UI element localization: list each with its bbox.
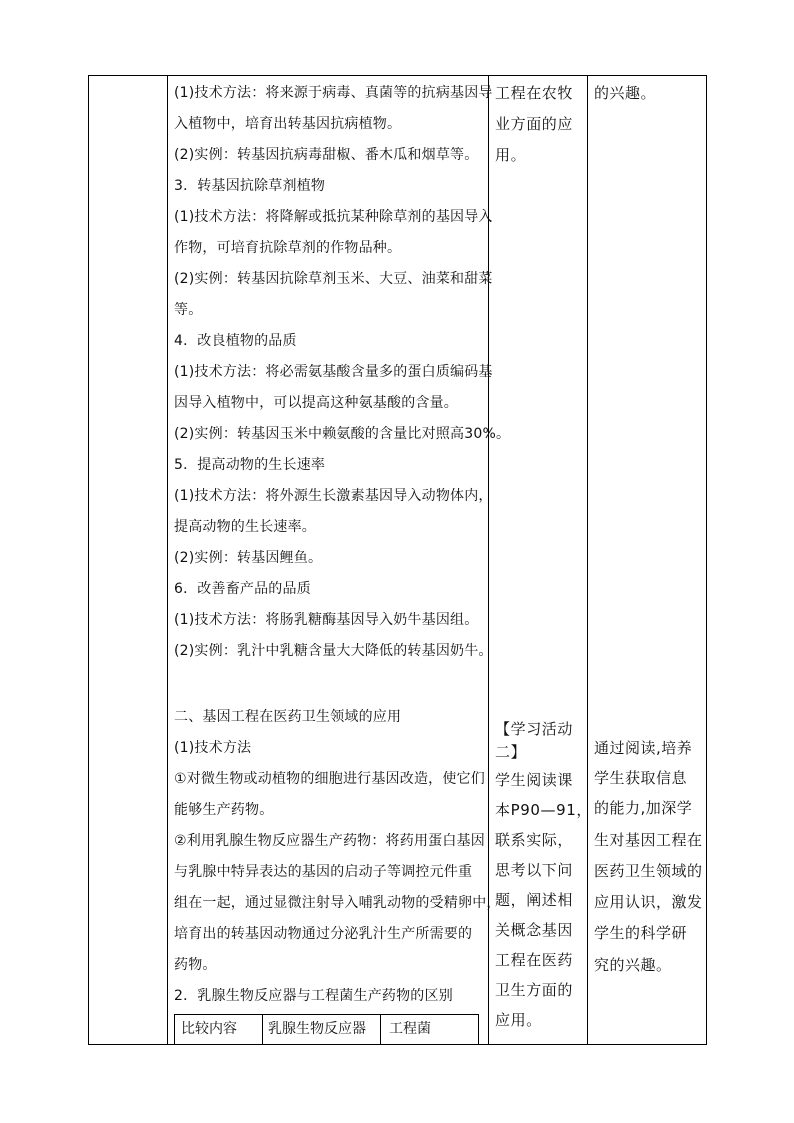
- activity-line: 工程在农牧: [495, 84, 574, 102]
- activity-line: 【学习活动: [495, 720, 574, 738]
- activity-line: 业方面的应: [495, 115, 574, 133]
- content-line: (2)实例：转基因抗病毒甜椒、番木瓜和烟草等。: [174, 147, 479, 163]
- intent-line: 的兴趣。: [594, 84, 657, 102]
- content-line: (1)技术方法：将降解或抵抗某种除草剂的基因导入: [174, 209, 493, 225]
- content-line: 能够生产药物。: [174, 802, 274, 818]
- intent-line: 的能力,加深学: [594, 799, 693, 817]
- activity-line: 题，阐述相: [495, 891, 574, 909]
- intent-line: 应用认识，激发: [594, 893, 703, 911]
- activity-line: 工程在医药: [495, 951, 574, 969]
- content-line: (2)实例：转基因抗除草剂玉米、大豆、油菜和甜菜: [174, 271, 493, 287]
- comparison-header-bacteria: 工程菌: [389, 1021, 431, 1037]
- content-line: 入植物中，培育出转基因抗病植物。: [174, 116, 402, 132]
- content-line: 4．改良植物的品质: [174, 333, 297, 349]
- intent-line: 学生的科学研: [594, 924, 688, 942]
- activity-line: 二】: [495, 743, 527, 761]
- content-line: ①对微生物或动植物的细胞进行基因改造，使它们: [174, 771, 485, 787]
- table-top-border: [88, 75, 707, 76]
- table-left-border: [88, 75, 89, 1045]
- content-line: 2．乳腺生物反应器与工程菌生产药物的区别: [174, 988, 453, 1004]
- intent-line: 究的兴趣。: [594, 956, 672, 974]
- content-line: 培育出的转基因动物通过分泌乳汁生产所需要的: [174, 926, 473, 942]
- intent-line: 医药卫生领域的: [594, 862, 703, 880]
- activity-line: 用。: [495, 146, 527, 164]
- table-right-border: [706, 75, 707, 1045]
- intent-line: 生对基因工程在: [594, 831, 703, 849]
- comparison-header-mammary: 乳腺生物反应器: [268, 1021, 366, 1037]
- content-line: (1)技术方法：将外源生长激素基因导入动物体内，: [174, 488, 493, 504]
- content-line: (1)技术方法：将来源于病毒、真菌等的抗病基因导: [174, 85, 493, 101]
- content-line: (2)实例：乳汁中乳糖含量大大降低的转基因奶牛。: [174, 643, 493, 659]
- activity-line: 联系实际，: [495, 831, 574, 849]
- content-line: 5．提高动物的生长速率: [174, 457, 326, 473]
- content-line: (2)实例：转基因鲤鱼。: [174, 550, 323, 566]
- content-line: (2)实例：转基因玉米中赖氨酸的含量比对照高30%。: [174, 426, 511, 442]
- activity-line: 思考以下问: [495, 861, 574, 879]
- content-line: 作物，可培育抗除草剂的作物品种。: [174, 240, 402, 256]
- col-divider-1: [167, 75, 168, 1045]
- col-divider-3: [587, 75, 588, 1045]
- content-line: 3．转基因抗除草剂植物: [174, 178, 326, 194]
- activity-line: 卫生方面的: [495, 981, 574, 999]
- comparison-header-item: 比较内容: [181, 1021, 237, 1037]
- content-line: 6．改善畜产品的品质: [174, 581, 311, 597]
- content-line: ②利用乳腺生物反应器生产药物：将药用蛋白基因: [174, 833, 485, 849]
- content-line: 等。: [174, 302, 203, 318]
- intent-line: 通过阅读,培养: [594, 739, 693, 757]
- activity-line: 学生阅读课: [495, 771, 574, 789]
- content-line: 组在一起，通过显微注射导入哺乳动物的受精卵中，: [174, 895, 501, 911]
- content-line: (1)技术方法：将肠乳糖酶基因导入奶牛基因组。: [174, 612, 479, 628]
- content-line: 二、基因工程在医药卫生领域的应用: [174, 709, 402, 725]
- content-line: (1)技术方法: [174, 740, 252, 756]
- content-line: 提高动物的生长速率。: [174, 519, 316, 535]
- content-line: 因导入植物中，可以提高这种氨基酸的含量。: [174, 395, 458, 411]
- activity-line: 应用。: [495, 1011, 542, 1029]
- content-line: (1)技术方法：将必需氨基酸含量多的蛋白质编码基: [174, 364, 493, 380]
- content-line: 与乳腺中特异表达的基因的启动子等调控元件重: [174, 864, 473, 880]
- activity-line: 关概念基因: [495, 921, 574, 939]
- intent-line: 学生获取信息: [594, 769, 688, 787]
- content-line: 药物。: [174, 957, 217, 973]
- activity-line: 本P90—91，: [495, 801, 593, 819]
